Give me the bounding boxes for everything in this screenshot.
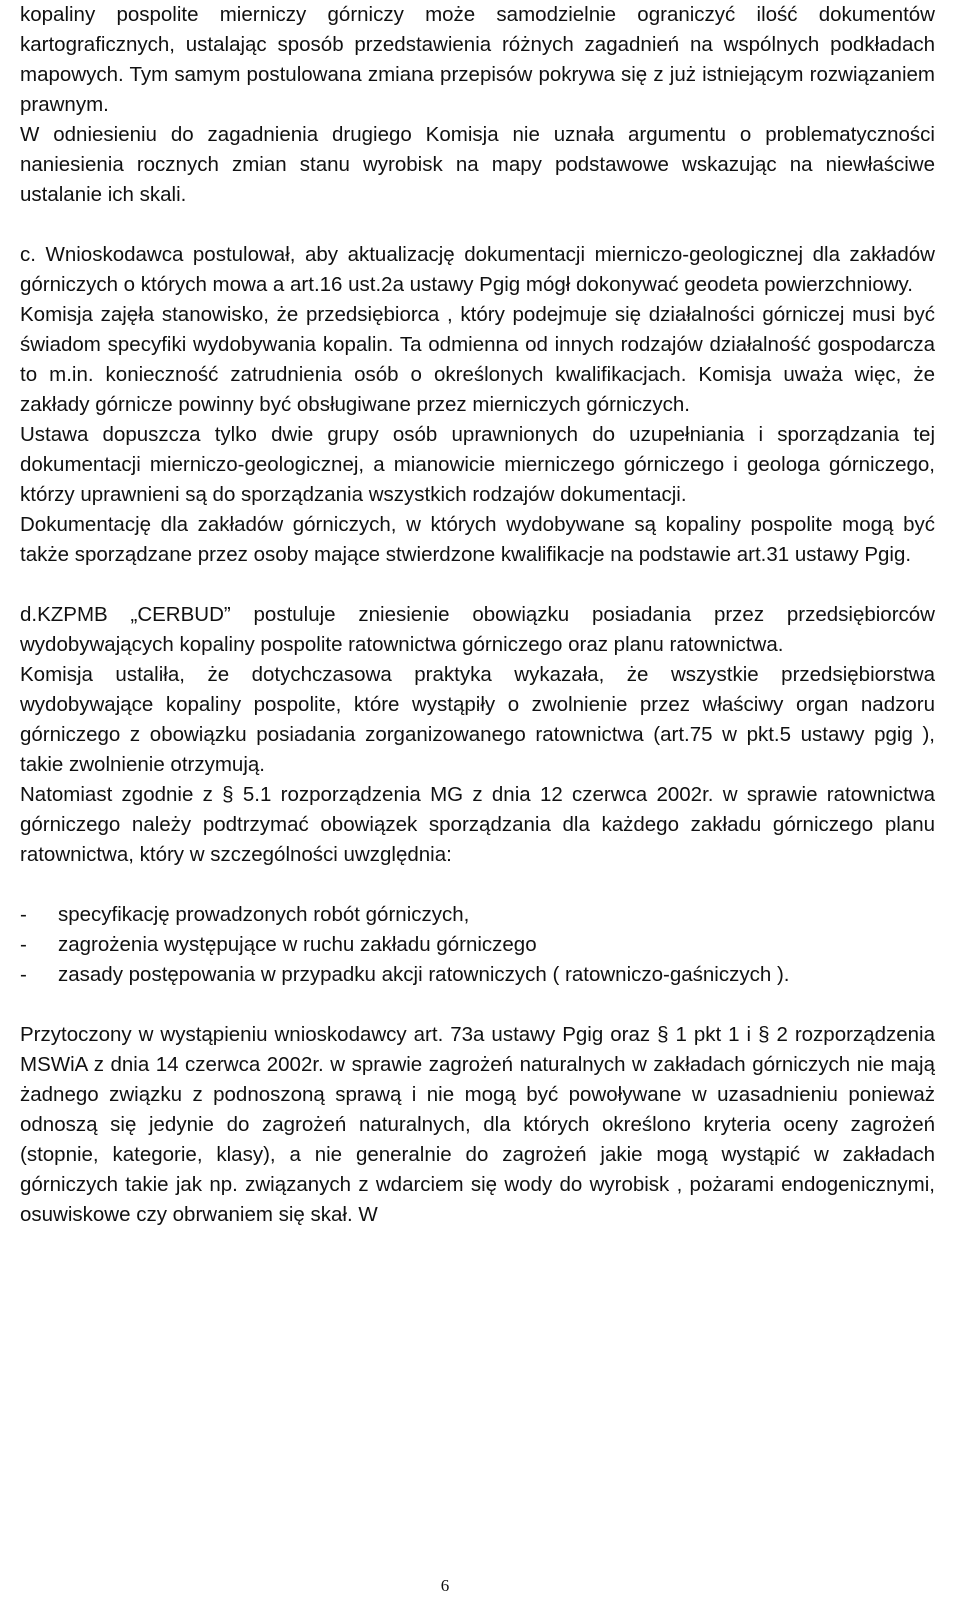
page-number: 6 [440,1576,450,1595]
list-item [20,930,935,960]
paragraph-c-authorized-persons: Ustawa dopuszcza tylko dwie grupy osób uprawnionych do uzupełniania i sporządzania tej dokumentacji mierniczo-geologicznej, a mianowicie mierniczego górniczego i geologa górniczego, którzy uprawnieni są do sporządzania wszystkich rodzajów dokumentacji. [20,423,935,506]
paragraph-intro: kopaliny pospolite mierniczy górniczy może samodzielnie ograniczyć ilość dokumentów kartograficznych, ustalając sposób przedstawienia różnych zagadnień na wspólnych podkładach mapowych. Tym samym postulowana zmiana przepisów pokrywa się z już istniejącym rozwiązaniem prawnym. [20,3,935,116]
list-item-text: zasady postępowania w przypadku akcji ratowniczych ( ratowniczo-gaśniczych ). [58,963,790,986]
spacer [20,210,935,240]
paragraph-d-proposal: d.KZPMB „CERBUD” postuluje zniesienie obowiązku posiadania przez przedsiębiorców wydobywających kopaliny pospolite ratownictwa górniczego oraz planu ratownictwa. [20,603,935,656]
dash-marker: - [20,933,27,956]
spacer [20,870,935,900]
spacer [20,990,935,1020]
paragraph-natural-hazards: Przytoczony w wystąpieniu wnioskodawcy art. 73a ustawy Pgig oraz § 1 pkt 1 i § 2 rozporządzenia MSWiA z dnia 14 czerwca 2002r. w sprawie zagrożeń naturalnych w zakładach górniczych nie mają żadnego związku z podnoszoną sprawą i nie mogą być powoływane w uzasadnieniu ponieważ odnoszą się jedynie do zagrożeń naturalnych, dla których określono kryteria oceny zagrożeń (stopnie, kategorie, klasy), a nie generalnie do zagrożeń jakie mogą wystąpić w zakładach górniczych takie jak np. związanych z wdarciem się wody do wyrobisk , pożarami endogenicznymi, osuwiskowe czy obrwaniem się skał. W [20,1023,935,1226]
document-page [20,0,935,1230]
list-item-text: zagrożenia występujące w ruchu zakładu górniczego [58,933,537,956]
dash-marker: - [20,903,27,926]
spacer [20,570,935,600]
paragraph-c-commission-position: Komisja zajęła stanowisko, że przedsiębiorca , który podejmuje się działalności górniczej musi być świadom specyfiki wydobywania kopalin. Ta odmienna od innych rodzajów działalność gospodarcza to m.in. konieczność zatrudnienia osób o określonych kwalifikacjach. Komisja uważa więc, że zakłady górnicze powinny być obsługiwane przez mierniczych górniczych. [20,303,935,416]
paragraph-second-issue: W odniesieniu do zagadnienia drugiego Komisja nie uznała argumentu o problematyczności naniesienia rocznych zmian stanu wyrobisk na mapy podstawowe wskazując na niewłaściwe ustalanie ich skali. [20,123,935,206]
dash-marker: - [20,963,27,986]
paragraph-d-commission-finding: Komisja ustaliła, że dotychczasowa praktyka wykazała, że wszystkie przedsiębiorstwa wydobywające kopaliny pospolite, które wystąpiły o zwolnienie przez właściwy organ nadzoru górniczego z obowiązku posiadania zorganizowanego ratownictwa (art.75 w pkt.5 ustawy pgig ), takie zwolnienie otrzymują. [20,663,935,776]
paragraph-c-common-minerals: Dokumentację dla zakładów górniczych, w których wydobywane są kopaliny pospolite mogą być także sporządzane przez osoby mające stwierdzone kwalifikacje na podstawie art.31 ustawy Pgig. [20,513,935,566]
paragraph-d-regulation: Natomiast zgodnie z § 5.1 rozporządzenia MG z dnia 12 czerwca 2002r. w sprawie ratownictwa górniczego należy podtrzymać obowiązek sporządzania dla każdego zakładu górniczego planu ratownictwa, który w szczególności uwzględnia: [20,783,935,866]
list-item [20,900,935,930]
paragraph-c-proposal: c. Wnioskodawca postulował, aby aktualizację dokumentacji mierniczo-geologicznej dla zakładów górniczych o których mowa a art.16 ust.2a ustawy Pgig mógł dokonywać geodeta powierzchniowy. [20,243,935,296]
plan-requirements-list [20,900,935,990]
list-item [20,960,935,990]
list-item-text: specyfikację prowadzonych robót górniczych, [58,903,470,926]
